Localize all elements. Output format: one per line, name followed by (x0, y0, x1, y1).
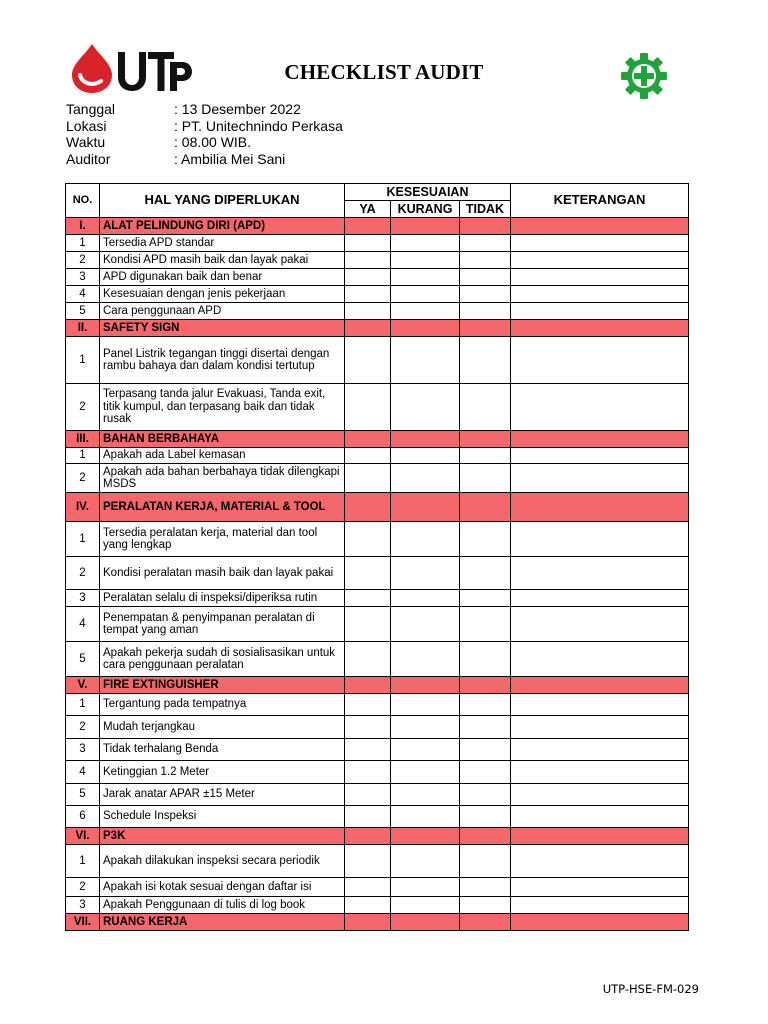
item-number: 4 (66, 286, 100, 303)
item-text: Panel Listrik tegangan tinggi disertai dengan rambu bahaya dan dalam kondisi tertutup (100, 337, 345, 384)
ya-cell[interactable] (345, 286, 391, 303)
tidak-cell[interactable] (460, 320, 511, 337)
header-kesesuaian: KESESUAIAN (345, 184, 511, 201)
k3-gear-cross-icon (620, 52, 668, 100)
tidak-cell[interactable] (460, 218, 511, 235)
kurang-cell[interactable] (391, 677, 460, 694)
tidak-cell[interactable] (460, 739, 511, 761)
item-text: Ketinggian 1.2 Meter (100, 761, 345, 784)
kurang-cell[interactable] (391, 694, 460, 716)
ya-cell[interactable] (345, 218, 391, 235)
ya-cell[interactable] (345, 303, 391, 320)
checklist-row (66, 845, 689, 878)
tidak-cell[interactable] (460, 897, 511, 914)
item-number: 1 (66, 522, 100, 557)
section-number: III. (66, 431, 100, 448)
checklist-row (66, 557, 689, 590)
tidak-cell[interactable] (460, 878, 511, 897)
keterangan-cell[interactable] (511, 694, 689, 716)
keterangan-cell[interactable] (511, 320, 689, 337)
kurang-cell[interactable] (391, 235, 460, 252)
item-text: Terpasang tanda jalur Evakuasi, Tanda exit, titik kumpul, dan terpasang baik dan tidak rusak (100, 384, 345, 431)
tidak-cell[interactable] (460, 642, 511, 677)
tidak-cell[interactable] (460, 845, 511, 878)
keterangan-cell[interactable] (511, 303, 689, 320)
checklist-row (66, 806, 689, 828)
kurang-cell[interactable] (391, 320, 460, 337)
section-row (66, 431, 689, 448)
header-no: NO. (66, 184, 100, 218)
tidak-cell[interactable] (460, 303, 511, 320)
checklist-row (66, 235, 689, 252)
kurang-cell[interactable] (391, 739, 460, 761)
ya-cell[interactable] (345, 642, 391, 677)
keterangan-cell[interactable] (511, 286, 689, 303)
keterangan-cell[interactable] (511, 761, 689, 784)
info-value: : Ambilia Mei Sani (174, 151, 286, 167)
ya-cell[interactable] (345, 337, 391, 384)
keterangan-cell[interactable] (511, 522, 689, 557)
keterangan-cell[interactable] (511, 607, 689, 642)
item-number: 1 (66, 337, 100, 384)
checklist-row (66, 897, 689, 914)
tidak-cell[interactable] (460, 607, 511, 642)
keterangan-cell[interactable] (511, 642, 689, 677)
ya-cell[interactable] (345, 448, 391, 464)
checklist-row (66, 784, 689, 806)
item-text: Tersedia APD standar (100, 235, 345, 252)
item-number: 1 (66, 694, 100, 716)
checklist-table (65, 183, 689, 931)
item-text: Apakah pekerja sudah di sosialisasikan untuk cara penggunaan peralatan (100, 642, 345, 677)
header-kurang: KURANG (391, 201, 460, 218)
item-text: Kesesuaian dengan jenis pekerjaan (100, 286, 345, 303)
info-label: Waktu (66, 134, 106, 150)
kurang-cell[interactable] (391, 448, 460, 464)
item-text: Apakah isi kotak sesuai dengan daftar isi (100, 878, 345, 897)
ya-cell[interactable] (345, 914, 391, 931)
checklist-row (66, 522, 689, 557)
keterangan-cell[interactable] (511, 828, 689, 845)
kurang-cell[interactable] (391, 607, 460, 642)
ya-cell[interactable] (345, 235, 391, 252)
item-number: 2 (66, 716, 100, 739)
info-label: Auditor (66, 151, 111, 167)
ya-cell[interactable] (345, 806, 391, 828)
checklist-row (66, 337, 689, 384)
item-text: Kondisi APD masih baik dan layak pakai (100, 252, 345, 269)
ya-cell[interactable] (345, 845, 391, 878)
ya-cell[interactable] (345, 694, 391, 716)
checklist-row (66, 694, 689, 716)
keterangan-cell[interactable] (511, 557, 689, 590)
item-number: 2 (66, 384, 100, 431)
header-ya: YA (345, 201, 391, 218)
header-item: HAL YANG DIPERLUKAN (100, 184, 345, 218)
tidak-cell[interactable] (460, 694, 511, 716)
item-number: 1 (66, 235, 100, 252)
item-number: 5 (66, 303, 100, 320)
checklist-row (66, 464, 689, 493)
kurang-cell[interactable] (391, 337, 460, 384)
kurang-cell[interactable] (391, 522, 460, 557)
ya-cell[interactable] (345, 557, 391, 590)
keterangan-cell[interactable] (511, 493, 689, 522)
ya-cell[interactable] (345, 828, 391, 845)
keterangan-cell[interactable] (511, 464, 689, 493)
checklist-row (66, 716, 689, 739)
item-number: 4 (66, 761, 100, 784)
keterangan-cell[interactable] (511, 269, 689, 286)
ya-cell[interactable] (345, 320, 391, 337)
checklist-row (66, 448, 689, 464)
item-number: 2 (66, 464, 100, 493)
item-number: 5 (66, 784, 100, 806)
tidak-cell[interactable] (460, 431, 511, 448)
tidak-cell[interactable] (460, 590, 511, 607)
item-number: 4 (66, 607, 100, 642)
ya-cell[interactable] (345, 590, 391, 607)
section-row (66, 218, 689, 235)
header-tidak: TIDAK (460, 201, 511, 218)
item-number: 2 (66, 557, 100, 590)
kurang-cell[interactable] (391, 252, 460, 269)
checklist-row (66, 878, 689, 897)
keterangan-cell[interactable] (511, 235, 689, 252)
item-text: Kondisi peralatan masih baik dan layak pakai (100, 557, 345, 590)
section-number: V. (66, 677, 100, 694)
item-text: Apakah ada Label kemasan (100, 448, 345, 464)
item-text: Penempatan & penyimpanan peralatan di tempat yang aman (100, 607, 345, 642)
kurang-cell[interactable] (391, 384, 460, 431)
info-value: : PT. Unitechnindo Perkasa (174, 118, 343, 134)
item-number: 2 (66, 252, 100, 269)
checklist-row (66, 607, 689, 642)
section-number: IV. (66, 493, 100, 522)
ya-cell[interactable] (345, 897, 391, 914)
kurang-cell[interactable] (391, 806, 460, 828)
header-keterangan: KETERANGAN (511, 184, 689, 218)
item-text: Mudah terjangkau (100, 716, 345, 739)
item-number: 3 (66, 897, 100, 914)
ya-cell[interactable] (345, 464, 391, 493)
tidak-cell[interactable] (460, 252, 511, 269)
item-text: APD digunakan baik dan benar (100, 269, 345, 286)
section-title: PERALATAN KERJA, MATERIAL & TOOL (100, 493, 345, 522)
section-number: II. (66, 320, 100, 337)
ya-cell[interactable] (345, 739, 391, 761)
checklist-row (66, 642, 689, 677)
ya-cell[interactable] (345, 252, 391, 269)
kurang-cell[interactable] (391, 784, 460, 806)
keterangan-cell[interactable] (511, 739, 689, 761)
item-text: Tergantung pada tempatnya (100, 694, 345, 716)
tidak-cell[interactable] (460, 269, 511, 286)
item-number: 1 (66, 845, 100, 878)
tidak-cell[interactable] (460, 522, 511, 557)
checklist-body (66, 218, 689, 931)
section-title: FIRE EXTINGUISHER (100, 677, 345, 694)
item-number: 1 (66, 448, 100, 464)
keterangan-cell[interactable] (511, 677, 689, 694)
tidak-cell[interactable] (460, 761, 511, 784)
keterangan-cell[interactable] (511, 384, 689, 431)
document-title: CHECKLIST AUDIT (284, 60, 484, 84)
form-code: UTP-HSE-FM-029 (602, 982, 699, 996)
item-text: Tersedia peralatan kerja, material dan tool yang lengkap (100, 522, 345, 557)
keterangan-cell[interactable] (511, 337, 689, 384)
section-number: VII. (66, 914, 100, 931)
ya-cell[interactable] (345, 677, 391, 694)
ya-cell[interactable] (345, 431, 391, 448)
info-value: : 13 Desember 2022 (174, 101, 301, 117)
tidak-cell[interactable] (460, 914, 511, 931)
item-number: 5 (66, 642, 100, 677)
kurang-cell[interactable] (391, 464, 460, 493)
section-row (66, 493, 689, 522)
section-title: ALAT PELINDUNG DIRI (APD) (100, 218, 345, 235)
section-title: P3K (100, 828, 345, 845)
keterangan-cell[interactable] (511, 252, 689, 269)
ya-cell[interactable] (345, 269, 391, 286)
kurang-cell[interactable] (391, 878, 460, 897)
section-title: SAFETY SIGN (100, 320, 345, 337)
item-number: 3 (66, 739, 100, 761)
tidak-cell[interactable] (460, 493, 511, 522)
checklist-row (66, 286, 689, 303)
item-text: Peralatan selalu di inspeksi/diperiksa rutin (100, 590, 345, 607)
tidak-cell[interactable] (460, 828, 511, 845)
item-number: 3 (66, 269, 100, 286)
kurang-cell[interactable] (391, 431, 460, 448)
checklist-row (66, 269, 689, 286)
item-text: Apakah Penggunaan di tulis di log book (100, 897, 345, 914)
keterangan-cell[interactable] (511, 914, 689, 931)
section-title: BAHAN BERBAHAYA (100, 431, 345, 448)
checklist-row (66, 590, 689, 607)
item-number: 2 (66, 878, 100, 897)
kurang-cell[interactable] (391, 590, 460, 607)
kurang-cell[interactable] (391, 716, 460, 739)
keterangan-cell[interactable] (511, 878, 689, 897)
keterangan-cell[interactable] (511, 448, 689, 464)
item-text: Jarak anatar APAR ±15 Meter (100, 784, 345, 806)
checklist-row (66, 384, 689, 431)
section-title: RUANG KERJA (100, 914, 345, 931)
section-row (66, 828, 689, 845)
section-row (66, 914, 689, 931)
kurang-cell[interactable] (391, 493, 460, 522)
item-text: Tidak terhalang Benda (100, 739, 345, 761)
kurang-cell[interactable] (391, 897, 460, 914)
ya-cell[interactable] (345, 493, 391, 522)
ya-cell[interactable] (345, 384, 391, 431)
info-label: Lokasi (66, 118, 107, 134)
keterangan-cell[interactable] (511, 784, 689, 806)
kurang-cell[interactable] (391, 845, 460, 878)
ya-cell[interactable] (345, 784, 391, 806)
ya-cell[interactable] (345, 522, 391, 557)
section-number: VI. (66, 828, 100, 845)
ya-cell[interactable] (345, 716, 391, 739)
tidak-cell[interactable] (460, 784, 511, 806)
kurang-cell[interactable] (391, 642, 460, 677)
section-number: I. (66, 218, 100, 235)
tidak-cell[interactable] (460, 557, 511, 590)
item-text: Cara penggunaan APD (100, 303, 345, 320)
kurang-cell[interactable] (391, 218, 460, 235)
tidak-cell[interactable] (460, 235, 511, 252)
info-label: Tanggal (66, 101, 116, 117)
tidak-cell[interactable] (460, 286, 511, 303)
item-text: Apakah dilakukan inspeksi secara periodik (100, 845, 345, 878)
kurang-cell[interactable] (391, 557, 460, 590)
keterangan-cell[interactable] (511, 218, 689, 235)
item-text: Apakah ada bahan berbahaya tidak dilengkapi MSDS (100, 464, 345, 493)
keterangan-cell[interactable] (511, 806, 689, 828)
kurang-cell[interactable] (391, 286, 460, 303)
ya-cell[interactable] (345, 761, 391, 784)
kurang-cell[interactable] (391, 269, 460, 286)
section-row (66, 677, 689, 694)
tidak-cell[interactable] (460, 448, 511, 464)
keterangan-cell[interactable] (511, 431, 689, 448)
checklist-row (66, 252, 689, 269)
keterangan-cell[interactable] (511, 845, 689, 878)
kurang-cell[interactable] (391, 914, 460, 931)
keterangan-cell[interactable] (511, 590, 689, 607)
keterangan-cell[interactable] (511, 716, 689, 739)
checklist-row (66, 761, 689, 784)
tidak-cell[interactable] (460, 716, 511, 739)
checklist-row (66, 303, 689, 320)
tidak-cell[interactable] (460, 464, 511, 493)
ya-cell[interactable] (345, 878, 391, 897)
kurang-cell[interactable] (391, 761, 460, 784)
ya-cell[interactable] (345, 607, 391, 642)
kurang-cell[interactable] (391, 303, 460, 320)
info-value: : 08.00 WIB. (174, 134, 252, 150)
item-number: 6 (66, 806, 100, 828)
tidak-cell[interactable] (460, 806, 511, 828)
keterangan-cell[interactable] (511, 897, 689, 914)
item-number: 3 (66, 590, 100, 607)
tidak-cell[interactable] (460, 677, 511, 694)
item-text: Schedule Inspeksi (100, 806, 345, 828)
tidak-cell[interactable] (460, 384, 511, 431)
kurang-cell[interactable] (391, 828, 460, 845)
section-row (66, 320, 689, 337)
checklist-row (66, 739, 689, 761)
tidak-cell[interactable] (460, 337, 511, 384)
